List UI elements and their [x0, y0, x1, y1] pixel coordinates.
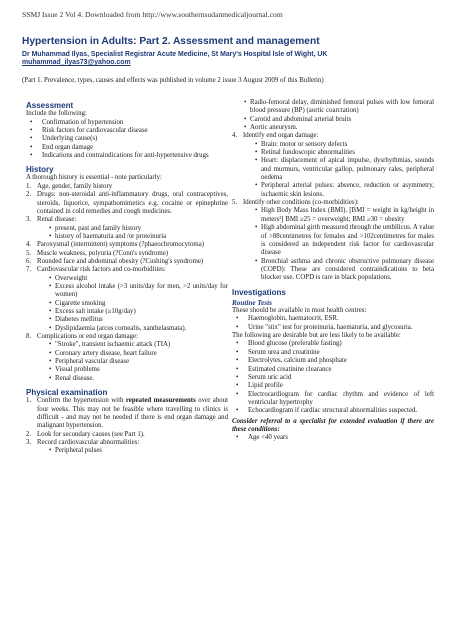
list-item: • Confirmation of hypertension — [26, 119, 228, 127]
list-item — [26, 183, 228, 191]
investigations-heading: Investigations — [232, 287, 286, 297]
list-item: • End organ damage — [26, 144, 228, 152]
routine-tests-heading: Routine Tests — [232, 298, 272, 307]
sub-item: • Aortic aneurysm. — [232, 124, 434, 132]
item-number: 3. — [26, 216, 32, 224]
part1-note: (Part 1. Prevalence, types, causes and effects was published in volume 2 issue 3 August 2009 of this Bulletin) — [22, 77, 324, 84]
item-number: 5. — [26, 249, 32, 257]
history-list — [26, 183, 228, 383]
item-number: 7. — [26, 266, 32, 274]
list-item: • Blood glucose (preferable fasting) — [232, 340, 434, 348]
desirable-intro: The following are desirable but are less likely to be available: — [232, 332, 401, 340]
sub-item: • Excess salt intake (≥10g/day) — [37, 308, 228, 316]
history-intro: A thorough history is essential - note particularly: — [26, 174, 162, 182]
item-number: 8. — [26, 333, 32, 340]
sub-item: • Excess alcohol intake (>3 units/day for men, >2 units/day for women) — [37, 283, 228, 300]
list-item — [26, 266, 228, 333]
list-item: • Urine "stix" test for proteinuria, haematuria, and glycosuria. — [232, 324, 434, 332]
sub-item: • High Body Mass Index (BMI). [BMI = weight in kg/height in meters²] BMI ≥25 = overweight; BMI ≥30 = obesity — [243, 207, 434, 224]
item-number: 2. — [26, 191, 32, 199]
sub-item: • Brain: motor or sensory defects — [243, 141, 434, 149]
list-item — [26, 258, 228, 266]
list-item: • Underlying cause(s) — [26, 135, 228, 143]
list-item: • Lipid profile — [232, 382, 434, 390]
item-text: Rounded face and abdominal obesity (?Cushing's syndrome) — [37, 257, 204, 265]
item-number: 4. — [26, 241, 32, 249]
sub-item: • Heart: displacement of apical impulse, dysrhythmias, sounds and murmurs, ventricular gallop, pulmonary rales, peripheral oedema — [243, 157, 434, 182]
sub-item: • present, past and family history — [37, 225, 228, 233]
list-item — [232, 132, 434, 199]
continued-sub-list — [232, 99, 434, 132]
sub-list — [37, 447, 228, 455]
item-text: Identify other conditions (co-morbidities): — [243, 199, 359, 207]
item-text: over about four weeks. This may not be feasible where travelling to clinics is difficult - and may not be needed if there is end organ damage and malignant hypertension. — [37, 397, 228, 430]
assessment-list — [26, 119, 228, 161]
list-item: • Age <40 years — [232, 434, 434, 442]
sub-list — [243, 141, 434, 199]
sub-list — [37, 341, 228, 383]
exam-list — [26, 397, 228, 455]
item-text: Identify end organ damage: — [243, 132, 319, 140]
sub-item: • history of haematuria and /or proteinuria — [37, 233, 228, 241]
sub-list — [37, 225, 228, 242]
left-column — [26, 99, 228, 456]
sub-item: • Bronchial asthma and chronic obstructive pulmonary disease (COPD): These are considered contraindications to beta blocker use. COPD is rare in black populations. — [243, 258, 434, 283]
item-text: Look for secondary causes (see Part 1). — [37, 430, 145, 438]
sub-item: • Renal disease. — [37, 375, 228, 383]
list-item — [26, 439, 228, 456]
item-number: 1. — [26, 397, 32, 405]
list-item — [232, 199, 434, 282]
exam-heading: Physical examination — [26, 388, 108, 398]
list-item: • Indications and contraindications for anti-hypertensive drugs — [26, 152, 228, 160]
referral-note: Consider referral to a specialist for extended evaluation if there are these conditions: — [232, 417, 434, 433]
emphasis-text: repeated measurements — [125, 397, 196, 405]
author-line: Dr Muhammad Ilyas, Specialist Registrar Acute Medicine, St Mary's Hospital Isle of Wight, UK — [22, 51, 328, 58]
item-number: 4. — [232, 132, 238, 140]
list-item: • Electrocardiogram for cardiac rhythm and evidence of left ventricular hypertrophy — [232, 391, 434, 408]
item-number: 6. — [26, 257, 32, 265]
list-item: • Risk factors for cardiovascular disease — [26, 127, 228, 135]
routine-intro: These should be available in most health centres: — [232, 307, 367, 315]
list-item: • Serum urea and creatinine — [232, 349, 434, 357]
sub-item: • Overweight — [37, 275, 228, 283]
routine-list — [232, 315, 434, 332]
assessment-intro: Include the following: — [26, 110, 87, 118]
list-item: • Haemoglobin, haematocrit, ESR. — [232, 315, 434, 323]
article-title: Hypertension in Adults: Part 2. Assessment and management — [22, 36, 320, 47]
sub-item: • Coronary artery disease, heart failure — [37, 350, 228, 358]
sub-item: • High abdominal girth measured through the umbilicus. A value of >88centimetres for females and >102centimetres for males is considered an independent risk factor for cardiovascular disease — [243, 224, 434, 257]
sub-item: • Visual problems — [37, 366, 228, 374]
list-item — [26, 333, 228, 383]
running-head: SSMJ Issue 2 Vol 4. Downloaded from http://www.southernsudanmedicaljournal.com — [22, 10, 283, 19]
list-item — [26, 397, 228, 430]
list-item: • Electrolytes, calcium and phosphate — [232, 357, 434, 365]
list-item: • Serum uric acid — [232, 374, 434, 382]
right-column — [232, 99, 434, 443]
item-text: Paroxysmal (intermittent) symptoms (?phaeochromocytoma) — [37, 241, 205, 249]
author-email-link[interactable]: muhammad_ilyas73@yahoo.com — [22, 59, 131, 67]
referral-list — [232, 434, 434, 442]
list-item: • Echocardiogram if cardiac structural abnormalities suspected. — [232, 407, 434, 415]
history-heading: History — [26, 165, 54, 175]
sub-item: • Retinal fundoscopic abnormalities — [243, 149, 434, 157]
item-text: Age, gender, family history — [37, 182, 113, 190]
item-text: Confirm the hypertension with — [37, 397, 124, 405]
list-item — [26, 431, 228, 439]
item-text: Muscle weakness, polyuria (?Conn's syndrome) — [37, 249, 169, 257]
sub-item: • Carotid and abdominal arterial bruits — [232, 116, 434, 124]
exam-list-continued — [232, 132, 434, 282]
sub-item: • Dyslipidaemia (arcus cornealis, xanthelasmata). — [37, 325, 228, 333]
item-text: Cardiovascular risk factors and co-morbidities: — [37, 266, 166, 274]
sub-item: • Cigarette smoking — [37, 300, 228, 308]
sub-item: • Diabetes mellitus — [37, 316, 228, 324]
sub-item: • Peripheral arterial pulses: absence, reduction or asymmetry, ischaemic skin lesions. — [243, 182, 434, 199]
item-number: 2. — [26, 430, 32, 438]
list-item — [26, 241, 228, 249]
list-item — [26, 250, 228, 258]
list-item — [26, 191, 228, 216]
sub-item: • "Stroke", transient ischaemic attack (TIA) — [37, 341, 228, 349]
sub-item: • Peripheral vascular disease — [37, 358, 228, 366]
item-text: Complications or end organ damage: — [37, 333, 138, 340]
sub-list — [243, 207, 434, 282]
item-number: 5. — [232, 199, 238, 207]
item-number: 3. — [26, 438, 32, 446]
assessment-heading: Assessment — [26, 101, 74, 110]
list-item: • Estimated creatinine clearance — [232, 366, 434, 374]
sub-item: • Peripheral pulses — [37, 447, 228, 455]
desirable-list — [232, 340, 434, 415]
list-item — [26, 216, 228, 241]
item-text: Renal disease: — [37, 216, 77, 224]
item-number: 1. — [26, 182, 32, 190]
author-block — [22, 51, 437, 68]
item-text: Record cardiovascular abnormalities: — [37, 438, 140, 446]
item-text: Drugs: non-steroidal anti-inflammatory drugs, oral contraceptives, steroids, liquorice, sympathomimetics e.g. cocaine or epinephrine contained in cold remedies and cough medicines. — [37, 191, 228, 215]
sub-item: • Radio-femoral delay, diminished femoral pulses with low femoral blood pressure (BP) (aortic coarctation) — [232, 99, 434, 116]
sub-list — [37, 275, 228, 333]
